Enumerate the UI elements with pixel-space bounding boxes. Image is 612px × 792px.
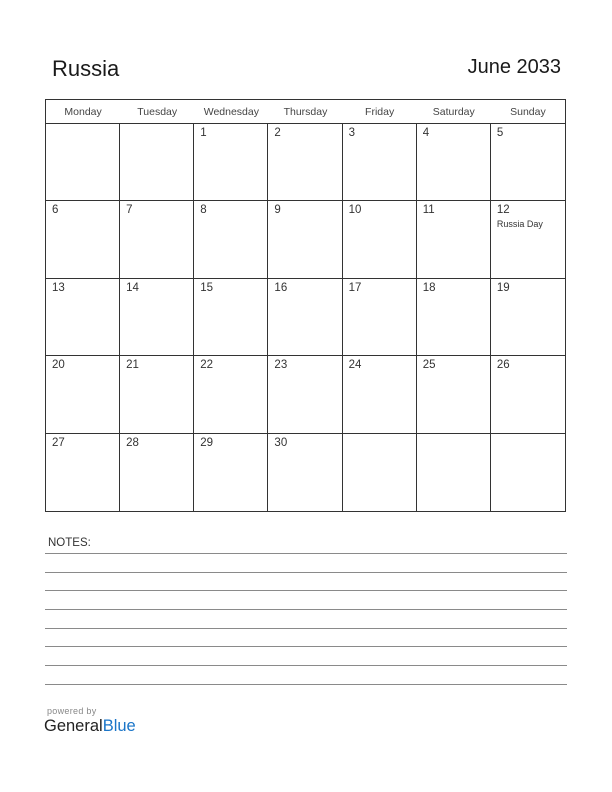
brand-general: General: [44, 717, 103, 735]
weekday-monday: Monday: [64, 106, 102, 118]
day-number: 20: [52, 359, 65, 372]
note-line: [45, 646, 567, 647]
day-cell-19: [491, 279, 565, 356]
weekday-saturday: Saturday: [432, 106, 475, 118]
day-cell-30: [268, 434, 342, 511]
day-number: 5: [496, 127, 504, 139]
calendar-days: [46, 124, 565, 511]
day-cell-27: [46, 434, 120, 511]
day-cell-16: [268, 279, 342, 356]
holiday-label: Russia Day: [496, 219, 543, 230]
day-number: 22: [200, 359, 214, 372]
day-cell-29: [194, 434, 268, 511]
weekday-tuesday: Tuesday: [137, 106, 178, 118]
day-number: 19: [496, 281, 510, 294]
day-number: 23: [274, 359, 288, 372]
day-cell-23: [268, 356, 342, 433]
empty-day-cell: [46, 124, 120, 201]
day-cell-9: [268, 201, 342, 278]
day-cell-12: [491, 201, 565, 278]
day-number: 29: [200, 436, 214, 449]
day-number: 12: [496, 204, 510, 217]
day-number: 2: [274, 127, 281, 139]
day-number: 24: [348, 359, 362, 372]
note-line: [45, 628, 567, 629]
day-cell-15: [194, 279, 268, 356]
day-cell-26: [491, 356, 565, 433]
country-title: Russia: [52, 56, 120, 81]
day-number: 11: [422, 204, 435, 217]
day-number: 8: [200, 204, 207, 217]
day-cell-28: [120, 434, 194, 511]
empty-day-cell: [343, 434, 417, 511]
day-number: 9: [274, 204, 281, 217]
day-number: 14: [126, 281, 139, 294]
note-line: [45, 553, 567, 554]
empty-day-cell: [417, 434, 491, 511]
note-line: [45, 665, 567, 666]
day-number: 16: [274, 281, 288, 294]
day-number: 4: [422, 127, 430, 139]
day-number: 21: [126, 359, 139, 372]
day-number: 7: [126, 204, 133, 217]
day-cell-10: [343, 201, 417, 278]
day-number: 6: [52, 204, 59, 217]
day-cell-1: [194, 124, 268, 201]
day-cell-7: [120, 201, 194, 278]
day-number: 30: [274, 436, 288, 449]
day-number: 26: [496, 359, 510, 372]
day-number: 3: [348, 127, 355, 139]
day-cell-22: [194, 356, 268, 433]
day-number: 13: [52, 281, 65, 294]
day-cell-6: [46, 201, 120, 278]
day-cell-4: [417, 124, 491, 201]
day-cell-20: [46, 356, 120, 433]
weekday-wednesday: Wednesday: [203, 106, 259, 118]
day-cell-18: [417, 279, 491, 356]
powered-by-text: powered by: [47, 706, 97, 716]
day-number: 10: [348, 204, 362, 217]
weekday-header-row: [46, 100, 565, 124]
day-cell-14: [120, 279, 194, 356]
day-number: 17: [348, 281, 362, 294]
brand-blue: Blue: [102, 717, 136, 735]
note-line: [45, 590, 567, 591]
weekday-friday: Friday: [365, 106, 395, 118]
day-cell-5: [491, 124, 565, 201]
weekday-thursday: Thursday: [283, 106, 328, 118]
note-line: [45, 684, 567, 685]
day-cell-25: [417, 356, 491, 433]
day-cell-8: [194, 201, 268, 278]
brand-logo[interactable]: [44, 717, 136, 736]
day-number: 27: [52, 436, 65, 449]
day-number: 28: [126, 436, 139, 449]
day-number: 18: [422, 281, 436, 294]
empty-day-cell: [491, 434, 565, 511]
calendar-grid: [45, 99, 566, 512]
day-cell-3: [343, 124, 417, 201]
day-number: 25: [422, 359, 436, 372]
month-year-title: June 2033: [467, 56, 561, 78]
day-cell-2: [268, 124, 342, 201]
notes-label: NOTES:: [48, 537, 91, 549]
day-number: 1: [200, 127, 207, 139]
day-cell-17: [343, 279, 417, 356]
note-line: [45, 609, 567, 610]
day-cell-13: [46, 279, 120, 356]
weekday-sunday: Sunday: [510, 106, 546, 118]
day-cell-21: [120, 356, 194, 433]
day-number: 15: [200, 281, 214, 294]
empty-day-cell: [120, 124, 194, 201]
note-line: [45, 572, 567, 573]
day-cell-11: [417, 201, 491, 278]
day-cell-24: [343, 356, 417, 433]
